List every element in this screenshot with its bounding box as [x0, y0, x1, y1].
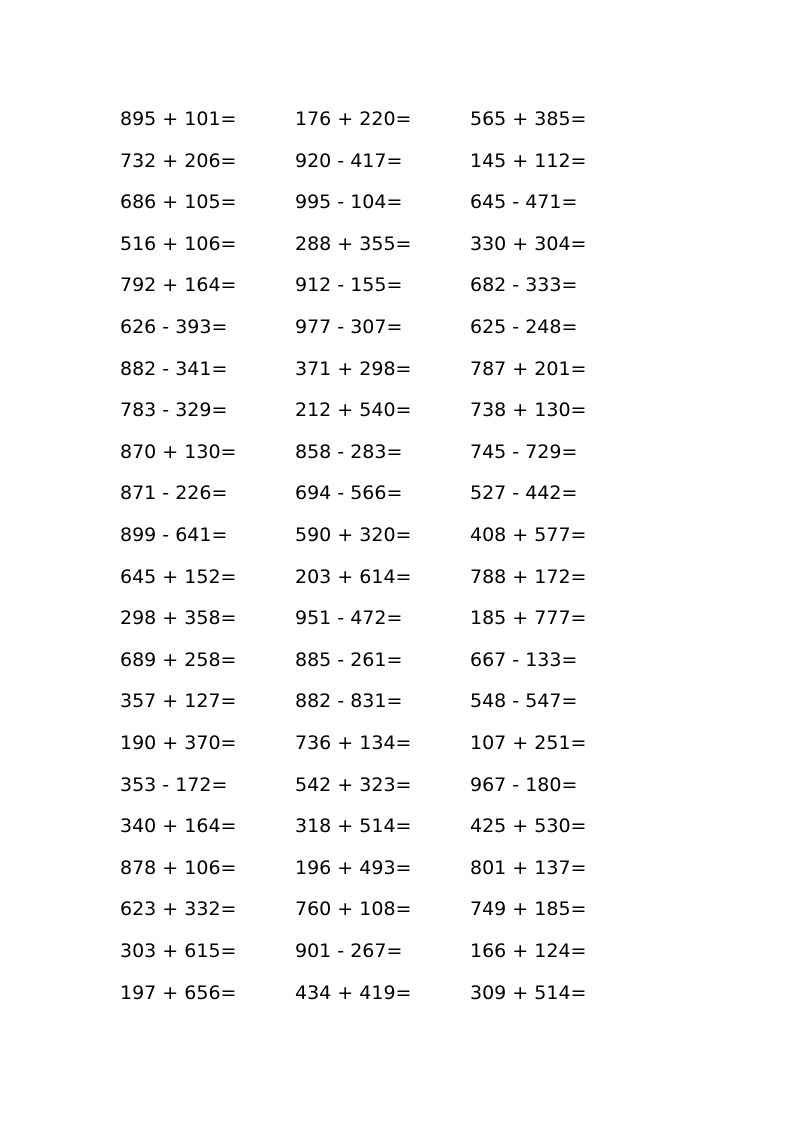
math-problem: 527 - 442=: [470, 482, 578, 505]
problem-row: [0, 520, 794, 550]
problem-row: [0, 894, 794, 924]
math-problem: 623 + 332=: [120, 898, 237, 921]
math-problem: 899 - 641=: [120, 524, 228, 546]
problem-row: [0, 853, 794, 883]
math-problem: 190 + 370=: [120, 732, 237, 754]
math-problem: 912 - 155=: [295, 274, 403, 297]
problem-row: [0, 936, 794, 966]
math-problem: 203 + 614=: [295, 565, 412, 588]
math-problem: 738 + 130=: [470, 399, 587, 422]
math-problem: 303 + 615=: [120, 940, 237, 962]
math-problem: 882 - 341=: [120, 357, 228, 380]
problem-row: [0, 562, 794, 592]
math-problem: 885 - 261=: [295, 648, 403, 671]
math-problem: 951 - 472=: [295, 607, 403, 630]
math-problem: 882 - 831=: [295, 690, 403, 713]
problem-row: [0, 728, 794, 758]
math-problem: 645 + 152=: [120, 565, 237, 588]
math-problem: 995 - 104=: [295, 191, 403, 214]
problem-row: [0, 437, 794, 467]
math-problem: 682 - 333=: [470, 274, 578, 297]
problem-row: [0, 770, 794, 800]
problem-row: [0, 478, 794, 508]
math-problem: 792 + 164=: [120, 274, 237, 297]
math-problem: 895 + 101=: [120, 108, 237, 130]
math-problem: 548 - 547=: [470, 690, 578, 713]
math-problem: 901 - 267=: [295, 940, 403, 962]
math-problem: 357 + 127=: [120, 690, 237, 713]
math-problem: 212 + 540=: [295, 399, 412, 422]
math-problem: 353 - 172=: [120, 773, 228, 796]
math-problem: 340 + 164=: [120, 815, 237, 838]
problem-row: [0, 229, 794, 259]
math-problem: 318 + 514=: [295, 815, 412, 838]
math-problem: 625 - 248=: [470, 316, 578, 338]
math-problem: 967 - 180=: [470, 773, 578, 796]
math-problem: 185 + 777=: [470, 607, 587, 630]
math-problem: 408 + 577=: [470, 524, 587, 546]
math-problem: 176 + 220=: [295, 108, 412, 130]
problem-row: [0, 686, 794, 716]
math-problem: 590 + 320=: [295, 524, 412, 546]
math-problem: 542 + 323=: [295, 773, 412, 796]
math-problem: 694 - 566=: [295, 482, 403, 505]
problem-row: [0, 645, 794, 675]
math-problem: 107 + 251=: [470, 732, 587, 754]
math-problem: 196 + 493=: [295, 856, 412, 879]
math-problem: 645 - 471=: [470, 191, 578, 214]
problem-row: [0, 312, 794, 342]
math-problem: 309 + 514=: [470, 981, 587, 1004]
math-problem: 977 - 307=: [295, 316, 403, 338]
math-problem: 736 + 134=: [295, 732, 412, 754]
math-problem: 920 - 417=: [295, 149, 403, 172]
math-problem: 197 + 656=: [120, 981, 237, 1004]
math-problem: 434 + 419=: [295, 981, 412, 1004]
math-problem: 330 + 304=: [470, 232, 587, 255]
math-problem: 745 - 729=: [470, 440, 578, 463]
problem-row: [0, 270, 794, 300]
math-problem: 870 + 130=: [120, 440, 237, 463]
problem-row: [0, 104, 794, 134]
math-problem: 516 + 106=: [120, 232, 237, 255]
math-problem: 689 + 258=: [120, 648, 237, 671]
problem-row: [0, 354, 794, 384]
math-problem: 878 + 106=: [120, 856, 237, 879]
math-problem: 565 + 385=: [470, 108, 587, 130]
math-problem: 787 + 201=: [470, 357, 587, 380]
problem-row: [0, 603, 794, 633]
math-problem: 788 + 172=: [470, 565, 587, 588]
math-problem: 686 + 105=: [120, 191, 237, 214]
math-problem: 732 + 206=: [120, 149, 237, 172]
math-problem: 166 + 124=: [470, 940, 587, 962]
math-problem: 801 + 137=: [470, 856, 587, 879]
math-problem: 858 - 283=: [295, 440, 403, 463]
math-problem: 288 + 355=: [295, 232, 412, 255]
math-problem: 783 - 329=: [120, 399, 228, 422]
math-problem: 371 + 298=: [295, 357, 412, 380]
math-problem: 667 - 133=: [470, 648, 578, 671]
math-problem: 626 - 393=: [120, 316, 228, 338]
math-problem: 871 - 226=: [120, 482, 228, 505]
problem-row: [0, 811, 794, 841]
problem-row: [0, 978, 794, 1008]
problem-row: [0, 146, 794, 176]
math-problem: 298 + 358=: [120, 607, 237, 630]
math-problem: 760 + 108=: [295, 898, 412, 921]
math-problem: 145 + 112=: [470, 149, 587, 172]
problem-row: [0, 395, 794, 425]
math-problem: 749 + 185=: [470, 898, 587, 921]
math-problem: 425 + 530=: [470, 815, 587, 838]
problem-row: [0, 187, 794, 217]
